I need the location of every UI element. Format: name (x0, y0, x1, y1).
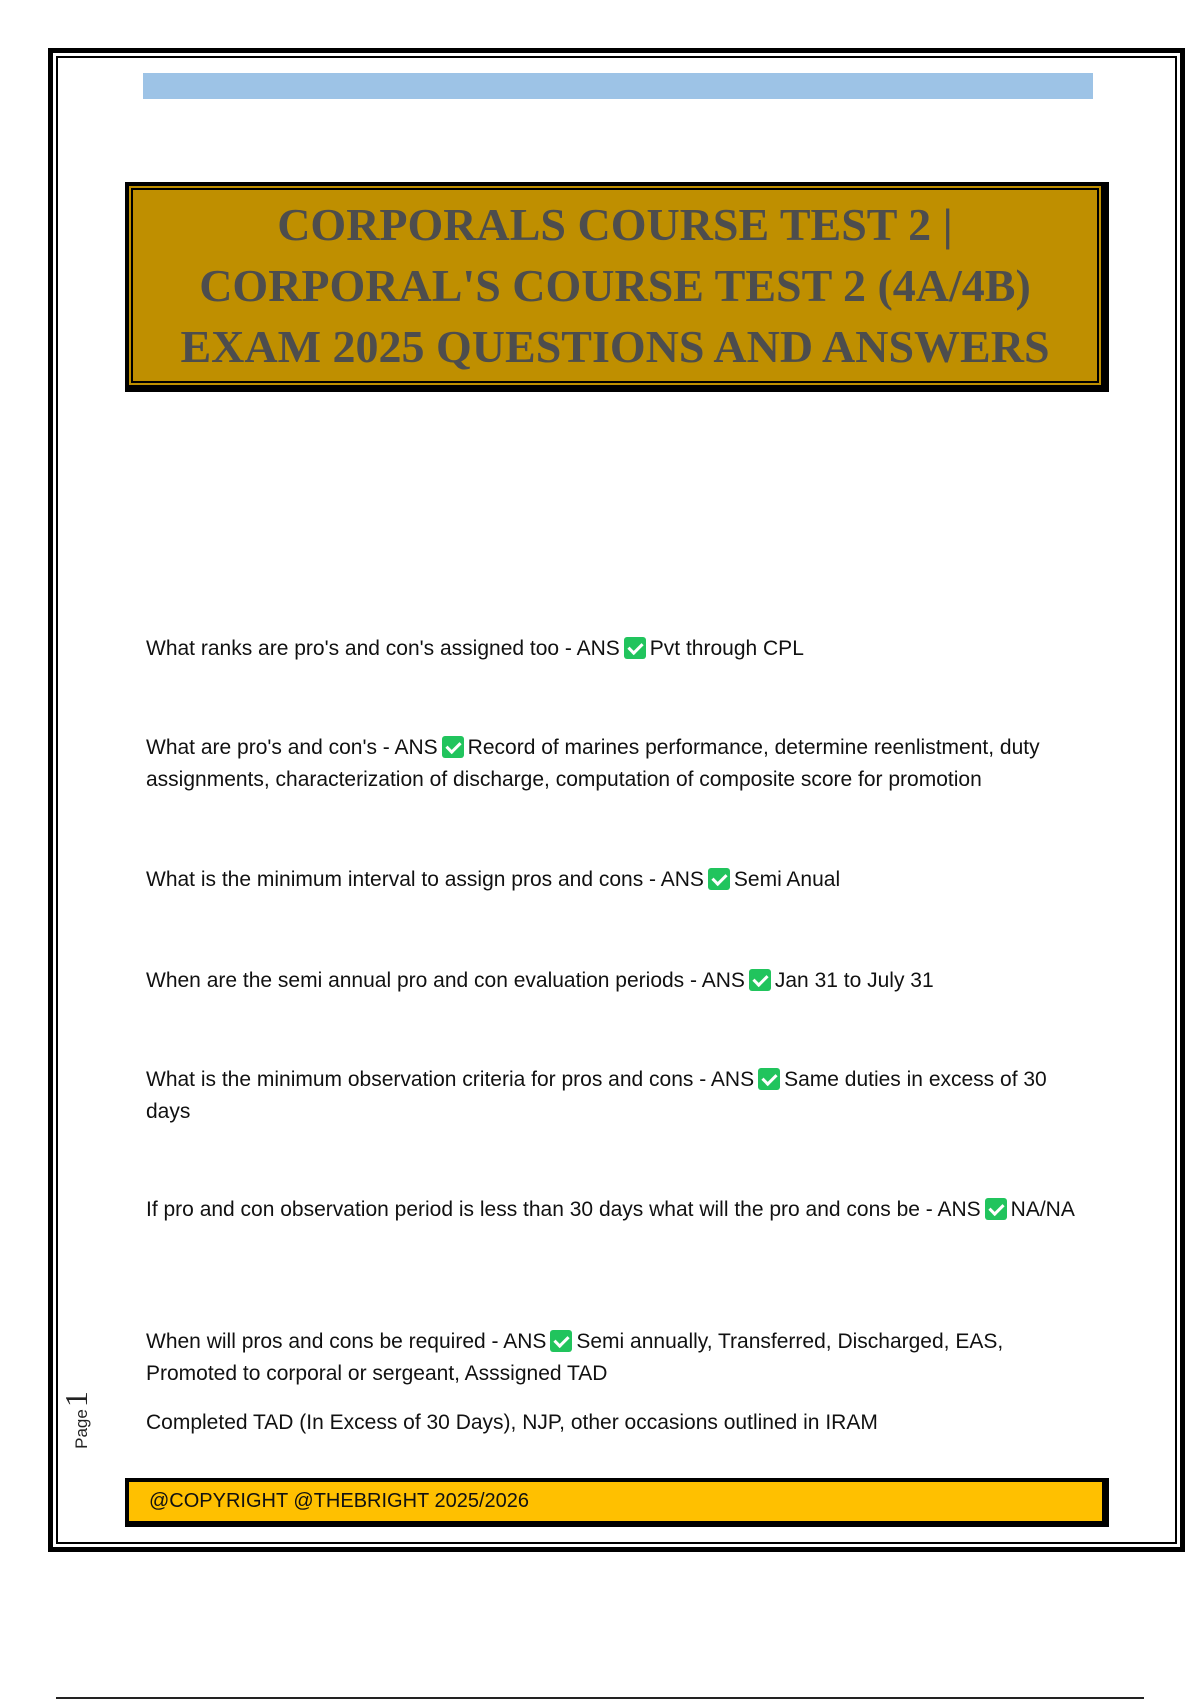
qa-item-7 (146, 1326, 1096, 1390)
question-text: When will pros and cons be required - (146, 1330, 504, 1353)
bottom-rule (56, 1697, 1144, 1699)
check-box-icon (985, 1198, 1007, 1220)
check-box-icon (749, 969, 771, 991)
answer-text: Record of marines performance, determine reenlistment, duty assignments, characterization of discharge, computation of composite score for promotion (146, 736, 1040, 791)
check-box-icon (708, 868, 730, 890)
question-text: When are the semi annual pro and con evaluation periods - (146, 969, 702, 992)
qa-item-5 (146, 1064, 1096, 1128)
question-text: What is the minimum observation criteria for pros and cons - (146, 1068, 711, 1091)
question-text: What are pro's and con's - (146, 736, 395, 759)
check-box-icon (624, 637, 646, 659)
question-text: If pro and con observation period is less than 30 days what will the pro and cons be - (146, 1198, 938, 1221)
answer-text: Semi Anual (733, 868, 841, 891)
check-box-icon (758, 1068, 780, 1090)
qa-item-6 (146, 1192, 1096, 1228)
qa-item-3 (146, 864, 1096, 896)
copyright-text: @COPYRIGHT @THEBRIGHT 2025/2026 (149, 1490, 529, 1512)
answer-text: NA/NA (1010, 1198, 1075, 1221)
answer-text: Semi annually, Transferred, Discharged, EAS, Promoted to corporal or sergeant, Asssigned TAD (146, 1330, 1004, 1385)
answer-text: Same duties in excess of 30 days (146, 1068, 1047, 1123)
answer-text: Jan 31 to July 31 (774, 969, 934, 992)
qa-item-7-continuation: Completed TAD (In Excess of 30 Days), NJP, other occasions outlined in IRAM (146, 1411, 878, 1434)
copyright-banner (125, 1478, 1109, 1527)
page-word: Page (72, 1409, 91, 1449)
check-box-icon (550, 1330, 572, 1352)
qa-item-1 (146, 633, 1096, 665)
qa-item-4 (146, 965, 1096, 997)
ans-label: ANS (937, 1198, 981, 1221)
header-color-bar (143, 73, 1093, 99)
document-title: CORPORALS COURSE TEST 2 | CORPORAL'S COURSE TEST 2 (4A/4B) EXAM 2025 QUESTIONS AND ANSWERS (180, 199, 1050, 372)
ans-label: ANS (503, 1330, 547, 1353)
ans-label: ANS (660, 868, 704, 891)
page-number: 1 (58, 1391, 94, 1408)
ans-label: ANS (710, 1068, 755, 1091)
answer-text: Pvt through CPL (649, 637, 804, 660)
page-number-label (58, 1390, 118, 1450)
ans-label: ANS (701, 969, 745, 992)
question-text: What ranks are pro's and con's assigned too - (146, 637, 577, 660)
question-text: What is the minimum interval to assign pros and cons - (146, 868, 661, 891)
title-banner (125, 182, 1109, 392)
ans-label: ANS (576, 637, 620, 660)
qa-item-2 (146, 732, 1096, 796)
check-box-icon (442, 736, 464, 758)
ans-label: ANS (394, 736, 438, 759)
